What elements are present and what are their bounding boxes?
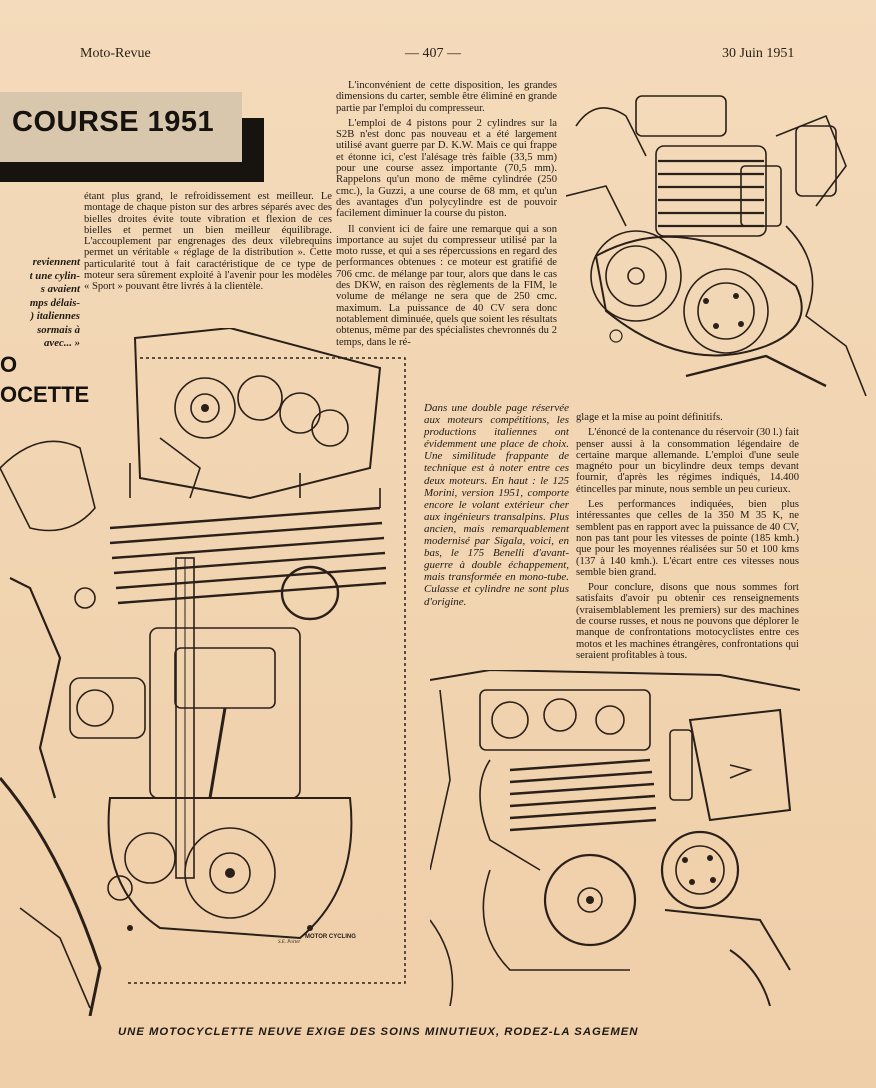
paragraph: glage et la mise au point définitifs. <box>576 412 723 423</box>
illustration-caption-column <box>424 402 569 612</box>
illustration-signature: S.E. Porter <box>278 940 301 945</box>
paragraph: L'emploi de 4 pistons pour 2 cylindres sur la S2B n'est donc pas nouveau et a été largement utilisé avant guerre par D. K.W. Mais ce qui frappe et étonne ici, c'est l'alésage très faible (33,5 mm) pour une course assez importante (70,5 mm). Rappelons qu'un mono de même cylindrée (250 cmc.), la Guzzi, a une course de 68 mm, et qu'un des avantages d'un polycylindre est de pouvoir facilement diminuer la course du piston. <box>336 117 557 220</box>
illustration-credit: MOTOR CYCLING <box>305 934 356 940</box>
bottom-caption: UNE MOTOCYCLETTE NEUVE EXIGE DES SOINS MINUTIEUX, RODEZ-LA SAGEMEN <box>118 1026 639 1038</box>
paragraph: L'énoncé de la contenance du réservoir (30 l.) fait penser aussi à la consommation légendaire de certaine marque allemande. L'emploi d'une seule magnéto pour un bicylindre deux temps devant fournir, d'après les régimes indiqués, 14.400 étincelles par minute, nous semble un peu curieux. <box>576 427 799 495</box>
page-number: — 407 — <box>405 46 461 61</box>
article-column-1 <box>84 191 332 297</box>
paragraph: L'inconvénient de cette disposition, les grandes dimensions du carter, semble être éliminé en grande partie par l'emploi du compresseur. <box>336 80 557 114</box>
side-heading-line-1: O <box>0 352 18 377</box>
fragment-line: avec... » <box>44 337 80 349</box>
fragment-line: t une cylin- <box>29 269 80 282</box>
engine-cutaway-drawing <box>0 328 412 1016</box>
side-heading-line-2: OCETTE <box>0 382 90 407</box>
article-column-4 <box>576 412 799 665</box>
paragraph: Les performances indiquées, bien plus intéressantes que celles de la 350 M 35 K, ne semblent pas en rapport avec la puissance de 40 CV, non pas tant pour les vitesses de pointe (185 kmh.) que pour les moyennes réalisées sur 50 et 100 kms (137 à 140 kmh.). L'écart entre ces vitesses nous semble bien grand. <box>576 499 799 578</box>
paragraph: Il convient ici de faire une remarque qui a son importance au sujet du compresseur utilisé par la moto russe, et qui a ses répercussions en regard des performances obtenues : ce moteur est gratifié de 706 cmc. de mélange par tour, alors que dans le cas des DKW, en raison des règlements de la FIM, le volume de mélange ne sera que de 250 cmc. maximum. La puissance de 40 CV sera donc notablement diminuée, quels que soient les résultats obtenus, même par des spécialistes chevronnés du 2 temps, dans le ré- <box>336 223 557 348</box>
issue-date: 30 Juin 1951 <box>722 46 795 61</box>
fragment-line: s avaient <box>40 283 80 295</box>
fragment-line: ) italiennes <box>30 310 80 322</box>
engine-cutaway-illustration <box>0 328 412 1016</box>
magazine-name: Moto-Revue <box>80 46 151 61</box>
fragment-line: sormais à <box>37 323 80 336</box>
fragment-line: mps délais- <box>29 296 80 309</box>
paragraph: Pour conclure, disons que nous sommes fort satisfaits d'avoir pu obtenir ces renseignements (vraisemblablement les premiers) sur des machines de course russes, et nous ne pouvons que déplorer le manque de confrontations motocyclistes entre ces motos et les machines étrangères, confrontations qui seraient profitables à tous. <box>576 582 799 661</box>
paragraph: étant plus grand, le refroidissement est meilleur. Le montage de chaque piston sur des arbres séparés avec des bielles droites évite toute vibration et flexion de ces bielles et permet un bien meilleur équilibrage. L'accouplement par engrenages des deux vilebrequins permet un véritable « réglage de la distribution ». Cette particularité tout à fait caractéristique de ce type de moteur sera sûrement exploité à l'avenir pour les modèles « Sport » pouvant être livrés à la clientèle. <box>84 191 332 293</box>
caption-paragraph: Dans une double page réservée aux moteurs compétitions, les productions italiennes ont évidemment une place de choix. Une similitude frappante de technique est à noter entre ces deux moteurs. En haut : le 125 Morini, version 1951, comporte encore le volant extérieur cher aux ingénieurs transalpins. Plus ancien, mais remarquablement modernisé par Sigala, voici, en bas, le 175 Benelli d'avant-guerre à double échappement, mais transformée en mono-tube. Culasse et cylindre ne sont plus d'origine. <box>424 402 569 608</box>
article-column-2 <box>336 80 557 352</box>
engine-illustration-bottom <box>430 670 800 1006</box>
engine-illustration-top <box>566 86 868 398</box>
engine-drawing-bottom <box>430 670 800 1006</box>
engine-drawing-top <box>566 86 868 398</box>
fragment-line: reviennent <box>32 256 80 268</box>
article-title: COURSE 1951 <box>12 106 215 138</box>
